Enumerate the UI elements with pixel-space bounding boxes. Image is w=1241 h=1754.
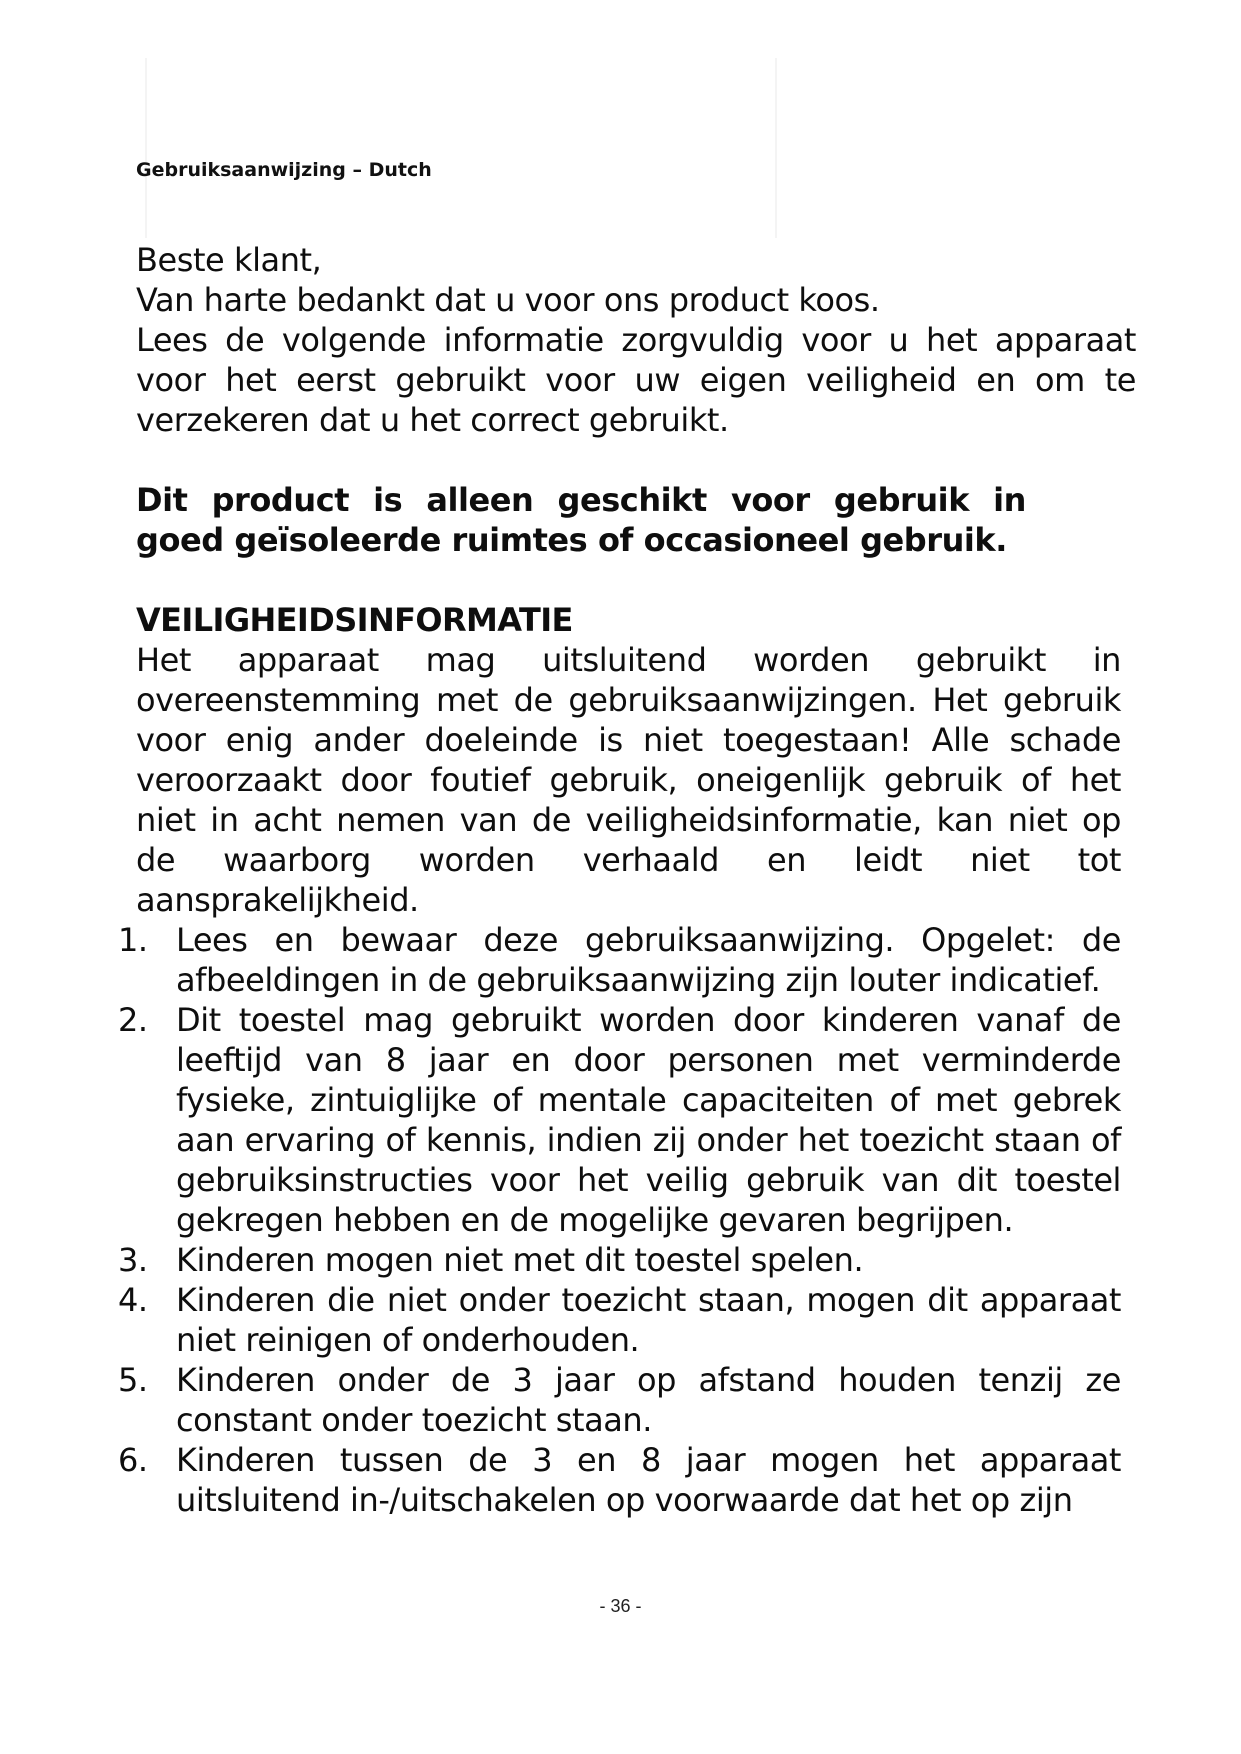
list-item [118,920,1121,1000]
intro-instruction: Lees de volgende informatie zorgvuldig voor u het apparaat voor het eerst gebruikt voor uw eigen veiligheid en om te verzekeren dat u het correct gebruikt. [136,321,1136,439]
list-item [118,1360,1121,1440]
safety-intro: Het apparaat mag uitsluitend worden gebruikt in overeenstemming met de gebruiksaanwijzingen. Het gebruik voor enig ander doeleinde is niet toegestaan! Alle schade veroorzaakt door foutief gebruik, oneigenlijk gebruik of het niet in acht nemen van de veiligheidsinformatie, kan niet op de waarborg worden verhaald en leidt niet tot aansprakelijkheid. [136,641,1121,919]
list-item [118,1000,1121,1240]
list-item-number: 1. [118,921,148,959]
list-item-text: Kinderen tussen de 3 en 8 jaar mogen het apparaat uitsluitend in-/uitschakelen op voorwaarde dat het op zijn [176,1441,1121,1519]
list-item-text: Kinderen onder de 3 jaar op afstand houden tenzij ze constant onder toezicht staan. [176,1361,1121,1439]
list-item-number: 5. [118,1361,148,1399]
list-item [118,1440,1121,1520]
list-item-number: 2. [118,1001,148,1039]
thanks-line: Van harte bedankt dat u voor ons product koos. [136,281,880,319]
scan-artifact-right [775,58,777,238]
safety-heading: VEILIGHEIDSINFORMATIE [136,601,573,639]
intro-block [136,240,1136,440]
page-number: - 36 - [599,1596,642,1616]
list-item-text: Dit toestel mag gebruikt worden door kinderen vanaf de leeftijd van 8 jaar en door personen met verminderde fysieke, zintuiglijke of mentale capaciteiten of met gebrek aan ervaring of kennis, indien zij onder het toezicht staan of gebruiksinstructies voor het veilig gebruik van dit toestel gekregen hebben en de mogelijke gevaren begrijpen. [176,1001,1121,1239]
safety-list [118,920,1121,1520]
list-item [118,1240,1121,1280]
greeting: Beste klant, [136,241,322,279]
usage-warning: Dit product is alleen geschikt voor gebruik in goed geïsoleerde ruimtes of occasioneel gebruik. [136,481,1026,559]
page-header: Gebruiksaanwijzing – Dutch [136,159,432,181]
list-item-text: Kinderen die niet onder toezicht staan, mogen dit apparaat niet reinigen of onderhouden. [176,1281,1121,1359]
list-item-text: Kinderen mogen niet met dit toestel spelen. [176,1241,864,1279]
list-item-text: Lees en bewaar deze gebruiksaanwijzing. Opgelet: de afbeeldingen in de gebruiksaanwijzing zijn louter indicatief. [176,921,1121,999]
page-content [118,240,1136,1520]
scan-artifact-left [145,58,147,238]
list-item-number: 6. [118,1441,148,1479]
list-item-number: 3. [118,1241,148,1279]
list-item [118,1280,1121,1360]
list-item-number: 4. [118,1281,148,1319]
